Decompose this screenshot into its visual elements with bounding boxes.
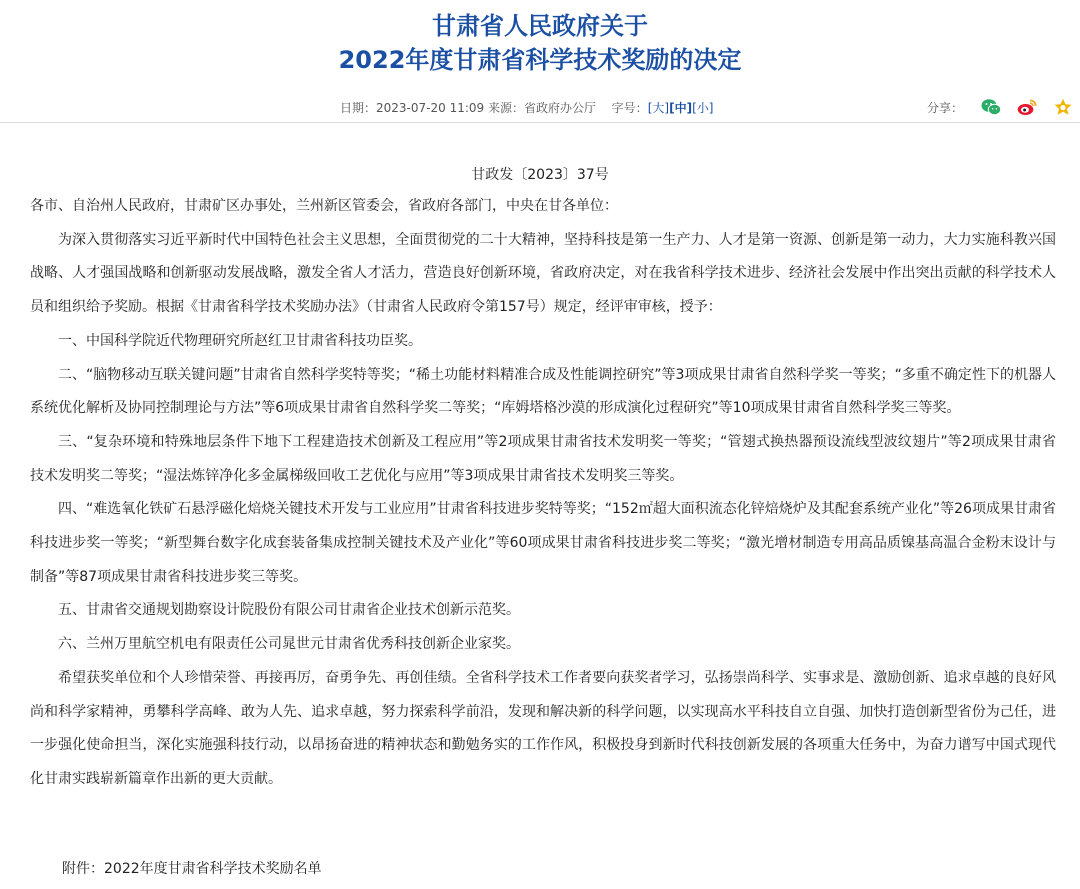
font-size-small-button[interactable]: [小] — [692, 101, 714, 115]
font-size-label: 字号： — [611, 101, 648, 115]
article-meta — [340, 99, 713, 116]
share-label: 分享： — [927, 100, 964, 115]
award-item-6: 六、兰州万里航空机电有限责任公司晁世元甘肃省优秀科技创新企业家奖。 — [58, 636, 520, 653]
font-size-small-label: 小 — [696, 101, 709, 115]
award-item-2: 二、“脑物移动互联关键问题”甘肃省自然科学奖特等奖；“稀土功能材料精准合成及性能调控研究”等3项成果甘肃省自然科学奖一等奖；“多重不确定性下的机器人系统优化解析及协同控制理论与方法”等6项成果甘肃省自然科学奖二等奖；“库姆塔格沙漠的形成演化过程研究”等10项成果甘肃省自然科学奖三等奖。 — [30, 366, 1056, 417]
closing-paragraph: 希望获奖单位和个人珍惜荣誉、再接再厉，奋勇争先、再创佳绩。全省科学技术工作者要向获奖者学习，弘扬崇尚科学、实事求是、激励创新、追求卓越的良好风尚和科学家精神，勇攀科学高峰、敢为人先、追求卓越，努力探索科学前沿，发现和解决新的科学问题，以实现高水平科技自立自强、加快打造创新型省份为己任，进一步强化使命担当，深化实施强科技行动，以昂扬奋进的精神状态和勤勉务实的工作作风，积极投身到新时代科技创新发展的各项重大任务中，为奋力谱写中国式现代化甘肃实践崭新篇章作出新的更大贡献。 — [30, 669, 1056, 787]
source-label: 来源： — [487, 101, 524, 115]
favorite-star-icon[interactable] — [1053, 98, 1073, 116]
wechat-icon[interactable] — [981, 98, 1001, 116]
article-body — [30, 190, 1056, 797]
page-title-line2: 2022年度甘肃省科学技术奖励的决定 — [338, 46, 742, 74]
document-number: 甘政发〔2023〕37号 — [471, 167, 609, 183]
font-size-medium-button[interactable]: [中] — [669, 101, 693, 115]
source-value: 省政府办公厅 — [524, 101, 597, 115]
award-item-5: 五、甘肃省交通规划勘察设计院股份有限公司甘肃省企业技术创新示范奖。 — [58, 602, 520, 619]
weibo-icon[interactable] — [1017, 98, 1037, 116]
font-size-medium-label: 中 — [674, 101, 687, 115]
header-divider — [0, 122, 1080, 123]
font-size-large-button[interactable]: [大] — [647, 101, 670, 115]
salutation: 各市、自治州人民政府，甘肃矿区办事处，兰州新区管委会，省政府各部门，中央在甘各单位： — [30, 198, 618, 214]
award-item-1: 一、中国科学院近代物理研究所赵红卫甘肃省科技功臣奖。 — [58, 332, 422, 349]
award-item-4: 四、“难选氧化铁矿石悬浮磁化焙烧关键技术开发与工业应用”甘肃省科技进步奖特等奖；“152㎡超大面积流态化锌焙烧炉及其配套系统产业化”等26项成果甘肃省科技进步奖一等奖；“新型舞台数字化成套装备集成控制关键技术及产业化”等60项成果甘肃省科技进步奖二等奖；“激光增材制造专用高品质镍基高温合金粉末设计与制备”等87项成果甘肃省科技进步奖三等奖。 — [30, 501, 1056, 585]
share-bar — [927, 98, 1073, 116]
award-item-3: 三、“复杂环境和特殊地层条件下地下工程建造技术创新及工程应用”等2项成果甘肃省技术发明奖一等奖；“管翅式换热器预设流线型波纹翅片”等2项成果甘肃省技术发明奖二等奖；“湿法炼锌净化多金属梯级回收工艺优化与应用”等3项成果甘肃省技术发明奖三等奖。 — [30, 433, 1056, 484]
attachment-link[interactable]: 附件：2022年度甘肃省科学技术奖励名单 — [62, 861, 322, 877]
body-paragraph: 为深入贯彻落实习近平新时代中国特色社会主义思想，全面贯彻党的二十大精神，坚持科技是第一生产力、人才是第一资源、创新是第一动力，大力实施科教兴国战略、人才强国战略和创新驱动发展战略，激发全省人才活力，营造良好创新环境，省政府决定，对在我省科学技术进步、经济社会发展中作出突出贡献的科学技术人员和组织给予奖励。根据《甘肃省科学技术奖励办法》（甘肃省人民政府令第157号）规定，经评审审核，授予： — [30, 231, 1056, 316]
date-label: 日期： — [340, 101, 377, 115]
publish-date: 2023-07-20 11:09 — [376, 101, 485, 115]
font-size-large-label: 大 — [652, 101, 665, 115]
page-title-line1: 甘肃省人民政府关于 — [432, 12, 648, 40]
